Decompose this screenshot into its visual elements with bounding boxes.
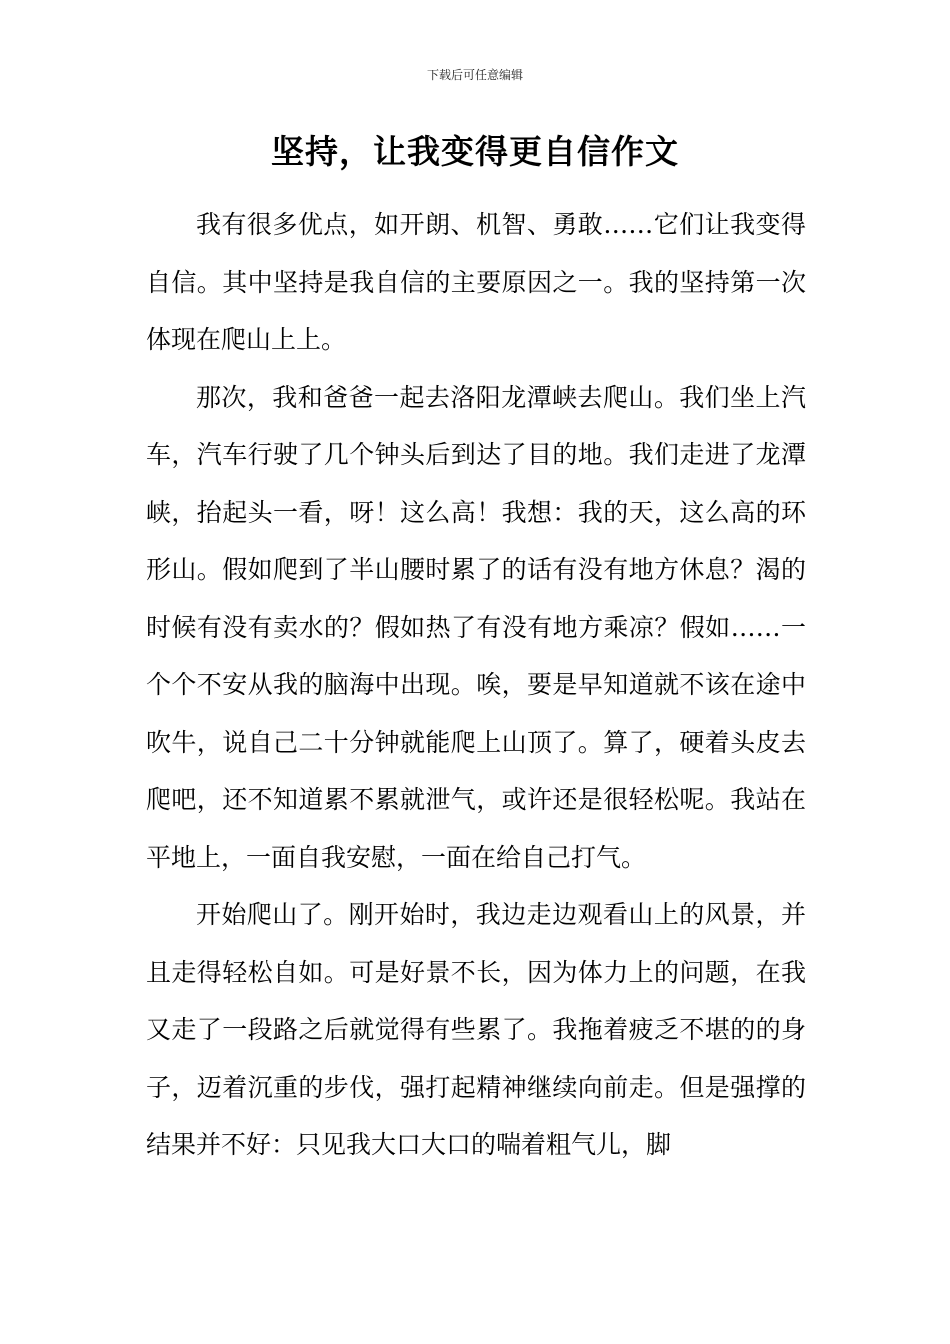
- document-title: 坚持，让我变得更自信作文: [271, 132, 679, 171]
- header-note: 下载后可任意编辑: [426, 68, 523, 82]
- paragraph-3: 开始爬山了。刚开始时，我边走边观看山上的风景，并且走得轻松自如。可是好景不长，因为体力上的问题，在我又走了一段路之后就觉得有些累了。我拖着疲乏不堪的的身子，迈着沉重的步伐，强打起精神继续向前走。但是强撑的结果并不好：只见我大口大口的喘着粗气儿，脚: [146, 900, 806, 1159]
- paragraph-2: 那次，我和爸爸一起去洛阳龙潭峡去爬山。我们坐上汽车，汽车行驶了几个钟头后到达了目的地。我们走进了龙潭峡，抬起头一看，呀！这么高！我想：我的天，这么高的环形山。假如爬到了半山腰时累了的话有没有地方休息？渴的时候有没有卖水的？假如热了有没有地方乘凉？假如……一个个不安从我的脑海中出现。唉，要是早知道就不该在途中吹牛，说自己二十分钟就能爬上山顶了。算了，硬着头皮去爬吧，还不知道累不累就泄气，或许还是很轻松呢。我站在平地上，一面自我安慰，一面在给自己打气。: [146, 382, 806, 872]
- document-body: [146, 196, 806, 1174]
- paragraph-1: 我有很多优点，如开朗、机智、勇敢……它们让我变得自信。其中坚持是我自信的主要原因之一。我的坚持第一次体现在爬山上上。: [146, 210, 806, 354]
